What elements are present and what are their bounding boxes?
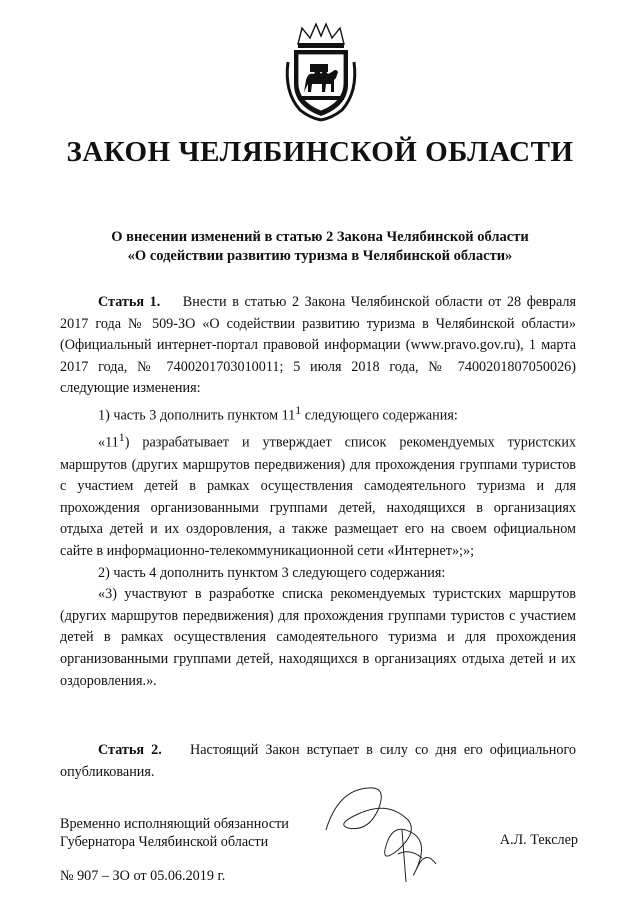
item-1-sup: 1 [295, 402, 302, 417]
signatory-position [60, 815, 289, 851]
position-line-1: Временно исполняющий обязанности [60, 816, 289, 832]
item-1-post: следующего содержания: [301, 407, 458, 424]
item-1-text-sup: 1 [118, 430, 125, 445]
article-1 [60, 292, 576, 692]
article-1-item-2: 2) часть 4 дополнить пунктом 3 следующего содержания: [98, 564, 446, 581]
article-1-intro-text: Внести в статью 2 Закона Челябинской области от 28 февраля 2017 года № 509-ЗО «О содействии развитию туризма в Челябинской области» (Официальный интернет-портал правовой информации (www.pravo.gov.ru), 1 марта 2017 года, № 7400201703010011; 5 июля 2018 года, № 7400201807050026) следующие изменения: [60, 294, 577, 397]
signatory-name: А.Л. Текслер [499, 832, 578, 848]
subtitle-line-2: «О содействии развитию туризма в Челябинской области» [127, 248, 513, 264]
handwritten-signature-icon [318, 770, 446, 888]
article-1-label: Статья 1. [98, 294, 161, 310]
law-subtitle [0, 228, 640, 266]
document-title: ЗАКОН ЧЕЛЯБИНСКОЙ ОБЛАСТИ [66, 136, 574, 168]
position-line-2: Губернатора Челябинской области [60, 834, 269, 850]
article-2-label: Статья 2. [98, 742, 162, 758]
item-1-text-rest: ) разрабатывает и утверждает список рекомендуемых туристских маршрутов (других маршрутов передвижения) для прохождения группами туристов с участием детей в рамках осуществления самодеятельного туризма и для прохождения организованными группами детей, находящихся в организациях отдыха детей и их оздоровления, а также размещает его на своем официальном сайте в информационно-телекоммуникационной сети «Интернет»;»; [60, 435, 576, 559]
article-1-item-1-text [60, 427, 576, 562]
item-1-text-open: «11 [98, 435, 119, 452]
article-1-item-1 [60, 400, 576, 427]
article-2-text: Настоящий Закон вступает в силу со дня его официального опубликования. [60, 742, 577, 780]
coat-of-arms-icon [280, 22, 362, 122]
subtitle-line-1: О внесении изменений в статью 2 Закона Челябинской области [111, 229, 529, 245]
article-1-item-2-text: «3) участвуют в разработке списка рекомендуемых туристских маршрутов (других маршрутов передвижения) для прохождения группами туристов с участием детей в рамках осуществления самодеятельного туризма и для прохождения организованными группами детей, находящихся в организациях отдыха детей и их оздоровления.». [60, 586, 576, 689]
document-number: № 907 – ЗО от 05.06.2019 г. [60, 868, 226, 884]
item-1-pre: 1) часть 3 дополнить пунктом 11 [98, 407, 296, 424]
article-1-intro [60, 292, 576, 400]
